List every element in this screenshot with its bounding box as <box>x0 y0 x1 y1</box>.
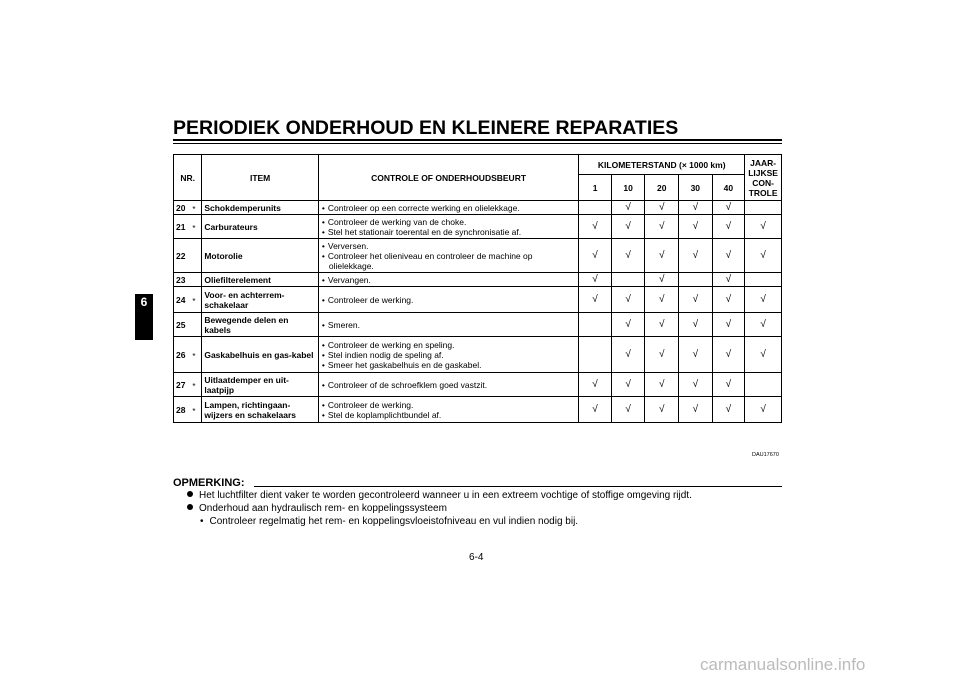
small-bullet-icon: • <box>200 516 204 527</box>
check-cell <box>645 313 679 337</box>
page-number: 6-4 <box>469 552 484 563</box>
check-mark-icon: √ <box>658 319 665 330</box>
check-cell <box>645 239 679 273</box>
row-nr: 28 <box>174 397 193 423</box>
note-item-1 <box>187 490 692 501</box>
check-mark-icon: √ <box>592 404 598 415</box>
check-cell <box>712 287 745 313</box>
check-cell <box>745 313 782 337</box>
header-km-40: 40 <box>712 175 745 201</box>
row-nr: 26 <box>174 337 193 373</box>
row-star <box>192 313 201 337</box>
row-item: Carburateurs <box>202 215 319 239</box>
row-nr: 25 <box>174 313 193 337</box>
check-mark-icon: √ <box>658 294 665 305</box>
row-nr: 21 <box>174 215 193 239</box>
check-cell <box>712 239 745 273</box>
control-line: • Verversen. <box>321 241 576 251</box>
control-line: • Stel indien nodig de speling af. <box>321 350 576 360</box>
control-line: • Controleer het olieniveau en controleer de machine op olielekkage. <box>321 251 576 271</box>
check-cell <box>579 373 612 397</box>
row-item: Uitlaatdemper en uit-laatpijp <box>202 373 319 397</box>
check-mark-icon: √ <box>760 250 766 261</box>
row-nr: 20 <box>174 201 193 215</box>
check-cell <box>745 337 782 373</box>
control-line: • Controleer de werking. <box>321 400 576 410</box>
check-cell <box>645 273 679 287</box>
check-cell <box>645 215 679 239</box>
check-mark-icon: √ <box>760 221 766 232</box>
check-cell <box>645 397 679 423</box>
check-mark-icon: √ <box>760 349 766 360</box>
control-line: • Controleer of de schroefklem goed vastzit. <box>321 380 576 390</box>
check-cell <box>645 287 679 313</box>
check-mark-icon: √ <box>692 221 699 232</box>
check-cell <box>745 373 782 397</box>
check-cell <box>611 397 645 423</box>
row-item: Voor- en achterrem-schakelaar <box>202 287 319 313</box>
row-item: Motorolie <box>202 239 319 273</box>
table-row <box>174 239 782 273</box>
row-nr: 23 <box>174 273 193 287</box>
check-mark-icon: √ <box>725 221 732 232</box>
table-row <box>174 373 782 397</box>
check-cell <box>679 273 713 287</box>
row-controls <box>318 337 578 373</box>
header-control: CONTROLE OF ONDERHOUDSBEURT <box>318 155 578 201</box>
page-title: PERIODIEK ONDERHOUD EN KLEINERE REPARATIES <box>173 117 679 139</box>
check-mark-icon: √ <box>692 404 699 415</box>
table-row <box>174 273 782 287</box>
header-km-30: 30 <box>679 175 713 201</box>
check-cell <box>745 215 782 239</box>
row-item: Schokdemperunits <box>202 201 319 215</box>
check-cell <box>679 215 713 239</box>
check-cell <box>712 397 745 423</box>
check-mark-icon: √ <box>760 319 766 330</box>
header-item: ITEM <box>202 155 319 201</box>
check-cell <box>579 337 612 373</box>
check-cell <box>579 215 612 239</box>
check-mark-icon: √ <box>625 319 631 330</box>
check-cell <box>679 201 713 215</box>
row-controls <box>318 397 578 423</box>
chapter-tab <box>135 294 153 340</box>
check-mark-icon: √ <box>658 404 665 415</box>
control-line: • Controleer de werking. <box>321 295 576 305</box>
control-line: • Stel het stationair toerental en de synchronisatie af. <box>321 227 576 237</box>
check-mark-icon: √ <box>692 294 699 305</box>
control-line: • Smeren. <box>321 320 576 330</box>
row-star: * <box>192 397 201 423</box>
check-mark-icon: √ <box>625 202 631 213</box>
row-nr: 24 <box>174 287 193 313</box>
row-controls <box>318 201 578 215</box>
check-mark-icon: √ <box>625 250 631 261</box>
check-cell <box>645 337 679 373</box>
row-controls <box>318 373 578 397</box>
check-mark-icon: √ <box>592 250 598 261</box>
header-km-group: KILOMETERSTAND (× 1000 km) <box>579 155 745 175</box>
check-mark-icon: √ <box>625 221 631 232</box>
bullet-icon <box>187 491 193 497</box>
check-cell <box>679 313 713 337</box>
title-rule-thick <box>173 139 782 141</box>
check-cell <box>579 273 612 287</box>
header-yearly: JAAR- LIJKSE CON- TROLE <box>745 155 782 201</box>
row-star <box>192 239 201 273</box>
check-mark-icon: √ <box>692 349 699 360</box>
row-star <box>192 273 201 287</box>
check-mark-icon: √ <box>658 250 665 261</box>
header-km-10: 10 <box>611 175 645 201</box>
check-cell <box>611 287 645 313</box>
check-cell <box>745 273 782 287</box>
note-subitem-text: Controleer regelmatig het rem- en koppelingsvloeistofniveau en vul indien nodig bij. <box>209 516 579 527</box>
check-cell <box>745 201 782 215</box>
check-mark-icon: √ <box>692 202 699 213</box>
check-cell <box>679 373 713 397</box>
check-mark-icon: √ <box>658 379 665 390</box>
check-cell <box>745 287 782 313</box>
check-mark-icon: √ <box>725 250 732 261</box>
row-item: Gaskabelhuis en gas-kabel <box>202 337 319 373</box>
check-cell <box>712 337 745 373</box>
check-mark-icon: √ <box>692 250 699 261</box>
table-row <box>174 215 782 239</box>
control-line: • Smeer het gaskabelhuis en de gaskabel. <box>321 360 576 370</box>
maintenance-table <box>173 154 782 423</box>
check-mark-icon: √ <box>592 274 598 285</box>
check-mark-icon: √ <box>625 349 631 360</box>
row-star: * <box>192 201 201 215</box>
check-mark-icon: √ <box>725 274 732 285</box>
row-nr: 22 <box>174 239 193 273</box>
watermark: carmanualsonline.info <box>700 655 866 674</box>
check-mark-icon: √ <box>625 294 631 305</box>
row-controls <box>318 273 578 287</box>
check-mark-icon: √ <box>692 319 699 330</box>
check-mark-icon: √ <box>658 202 665 213</box>
check-cell <box>579 313 612 337</box>
control-line: • Stel de koplamplichtbundel af. <box>321 410 576 420</box>
note-item-2 <box>187 503 447 514</box>
check-cell <box>579 201 612 215</box>
check-cell <box>745 397 782 423</box>
header-km-1: 1 <box>579 175 612 201</box>
chapter-tab-label: 6 <box>140 295 148 309</box>
title-rule-thin <box>173 143 782 144</box>
check-cell <box>611 337 645 373</box>
control-line: • Vervangen. <box>321 275 576 285</box>
header-km-20: 20 <box>645 175 679 201</box>
check-mark-icon: √ <box>658 221 665 232</box>
table-row <box>174 201 782 215</box>
check-cell <box>611 239 645 273</box>
check-mark-icon: √ <box>725 202 732 213</box>
check-cell <box>712 373 745 397</box>
check-cell <box>611 215 645 239</box>
check-cell <box>679 397 713 423</box>
row-controls <box>318 313 578 337</box>
check-cell <box>611 313 645 337</box>
row-item: Oliefilterelement <box>202 273 319 287</box>
check-cell <box>611 273 645 287</box>
check-mark-icon: √ <box>692 379 699 390</box>
check-cell <box>611 373 645 397</box>
row-controls <box>318 239 578 273</box>
row-star: * <box>192 287 201 313</box>
note-heading: OPMERKING: <box>173 477 245 489</box>
control-line: • Controleer de werking en speling. <box>321 340 576 350</box>
check-mark-icon: √ <box>725 404 732 415</box>
control-line: • Controleer de werking van de choke. <box>321 217 576 227</box>
row-star: * <box>192 215 201 239</box>
check-cell <box>611 201 645 215</box>
document-code: DAU17670 <box>752 452 779 458</box>
row-item: Bewegende delen en kabels <box>202 313 319 337</box>
control-line: • Controleer op een correcte werking en olielekkage. <box>321 203 576 213</box>
row-item: Lampen, richtingaan-wijzers en schakelaars <box>202 397 319 423</box>
check-mark-icon: √ <box>725 319 732 330</box>
check-mark-icon: √ <box>760 404 766 415</box>
check-cell <box>712 215 745 239</box>
check-mark-icon: √ <box>592 221 598 232</box>
check-cell <box>712 313 745 337</box>
header-nr: NR. <box>174 155 202 201</box>
row-controls <box>318 287 578 313</box>
check-mark-icon: √ <box>658 349 665 360</box>
note-text: Het luchtfilter dient vaker te worden gecontroleerd wanneer u in een extreem vochtige of stoffige omgeving rijdt. <box>199 490 692 501</box>
check-cell <box>579 239 612 273</box>
check-cell <box>679 287 713 313</box>
row-controls <box>318 215 578 239</box>
row-star: * <box>192 337 201 373</box>
check-cell <box>712 273 745 287</box>
check-cell <box>579 287 612 313</box>
note-rule <box>254 486 782 487</box>
check-mark-icon: √ <box>725 379 732 390</box>
row-star: * <box>192 373 201 397</box>
check-mark-icon: √ <box>725 294 732 305</box>
row-nr: 27 <box>174 373 193 397</box>
check-mark-icon: √ <box>760 294 766 305</box>
check-cell <box>745 239 782 273</box>
check-cell <box>679 337 713 373</box>
note-text: Onderhoud aan hydraulisch rem- en koppelingssysteem <box>199 503 447 514</box>
table-row <box>174 313 782 337</box>
check-cell <box>645 201 679 215</box>
table-row <box>174 397 782 423</box>
check-cell <box>712 201 745 215</box>
check-cell <box>579 397 612 423</box>
check-mark-icon: √ <box>592 294 598 305</box>
note-subitem <box>200 516 578 527</box>
check-cell <box>679 239 713 273</box>
bullet-icon <box>187 504 193 510</box>
table-row <box>174 337 782 373</box>
check-mark-icon: √ <box>725 349 732 360</box>
check-mark-icon: √ <box>625 404 631 415</box>
check-mark-icon: √ <box>592 379 598 390</box>
table-row <box>174 287 782 313</box>
check-mark-icon: √ <box>658 274 665 285</box>
check-mark-icon: √ <box>625 379 631 390</box>
check-cell <box>645 373 679 397</box>
